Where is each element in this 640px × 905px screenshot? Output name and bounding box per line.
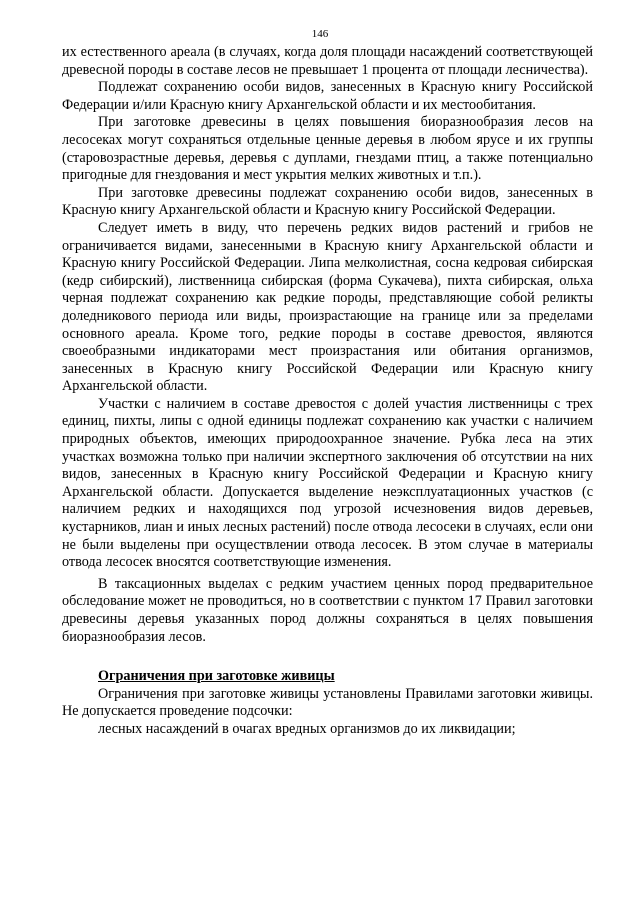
paragraph-larch-plots: Участки с наличием в составе древостоя с долей участия лиственницы с трех единиц, пихты, липы с одной единицы подлежат сохранению как участки с наличием природных объектов, имеющих природоохранное значение. Рубка леса на этих участках возможна только при наличии экспертного заключения об отсутствии на них видов, занесенных в Красную книгу Российской Федерации и Красную книгу Архангельской области. Допускается выделение неэксплуатационных участков (с наличием редких и находящихся под угрозой исчезновения видов деревьев, кустарников, лиан и иных лесных растений) после отвода лесосеки в случаях, если они не были выделены при осуществлении отвода лесосек. В этом случае в материалы отвода лесосек вносятся соответствующие изменения. <box>62 395 593 571</box>
paragraph-protected-species: При заготовке древесины подлежат сохранению особи видов, занесенных в Красную книгу Архангельской области и Красную книгу Российской Федерации. <box>62 184 593 219</box>
section-heading: Ограничения при заготовке живицы <box>98 668 335 685</box>
paragraph-continuation: их естественного ареала (в случаях, когда доля площади насаждений соответствующей древесной породы в составе лесов не превышает 1 процента от площади лесничества). <box>62 44 593 78</box>
document-body <box>62 44 593 739</box>
paragraph-resin-restrictions: Ограничения при заготовке живицы установлены Правилами заготовки живицы. Не допускается проведение подсочки: <box>62 685 593 720</box>
paragraph-valuable-trees: При заготовке древесины в целях повышения биоразнообразия лесов на лесосеках могут сохраняться отдельные ценные деревья в любом ярусе и их группы (старовозрастные деревья, деревья с дуплами, гнездами птиц, а также потенциально пригодные для гнездования и мест укрытия мелких животных и т.п.). <box>62 114 593 184</box>
paragraph-taxation-units: В таксационных выделах с редким участием ценных пород предварительное обследование может не проводиться, но в соответствии с пунктом 17 Правил заготовки древесины деревья указанных пород должны сохраняться в целях повышения биоразнообразия лесов. <box>62 575 593 645</box>
paragraph-rare-species-list: Следует иметь в виду, что перечень редких видов растений и грибов не ограничивается видами, занесенными в Красную книгу Архангельской области и Красную книгу Российской Федерации. Липа мелколистная, сосна кедровая сибирская (кедр сибирский), лиственница сибирская (форма Сукачева), пихта сибирская, ольха черная подлежат сохранению как редкие породы, представляющие собой реликты доледникового периода или виды, произрастающие на границе или за пределами основного ареала. Кроме того, редкие породы в составе древостоя, являются своеобразными индикаторами мест произрастания или обитания организмов, занесенных в Красную книгу Российской Федерации или Красную книгу Архангельской области. <box>62 219 593 395</box>
paragraph-resin-list-item: лесных насаждений в очагах вредных организмов до их ликвидации; <box>98 720 516 737</box>
paragraph-red-book-species: Подлежат сохранению особи видов, занесенных в Красную книгу Российской Федерации и/или Красную книгу Архангельской области и их местообитания. <box>62 79 593 113</box>
page-number: 146 <box>311 28 329 40</box>
